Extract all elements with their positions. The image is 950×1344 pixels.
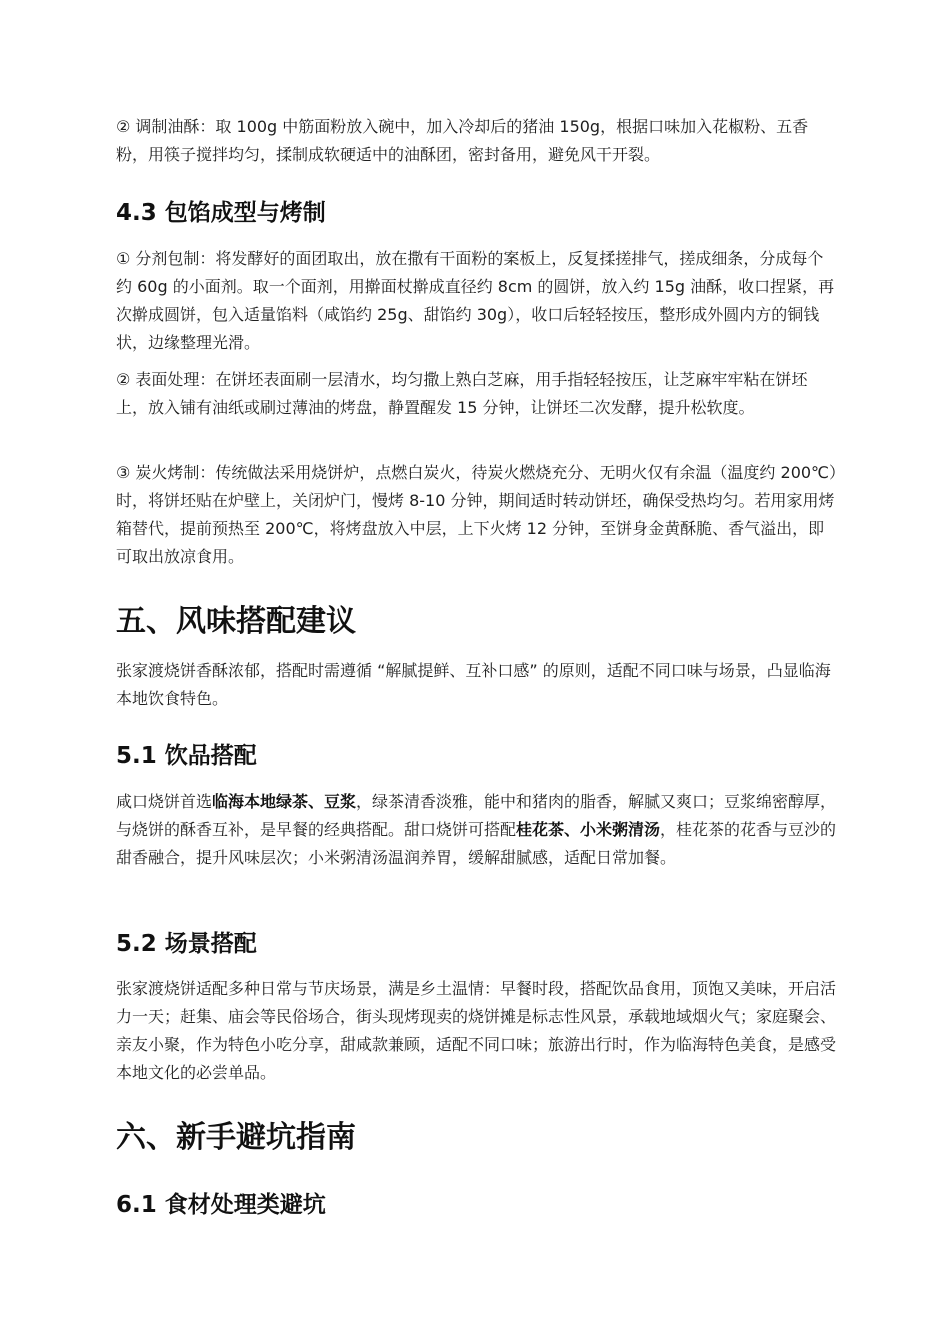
drink-text-3: ，桂花茶的花香与豆沙的甜香融合，提升风味层次；小米粥清汤温润养胃，缓解甜腻感，适配日常加餐。 [116,820,837,867]
paragraph-charcoal-baking: ③ 炭火烤制：传统做法采用烧饼炉，点燃白炭火，待炭火燃烧充分、无明火仅有余温（温度约 200℃）时，将饼坯贴在炉壁上，关闭炉门，慢烤 8-10 分钟，期间适时转动饼坯，确保受热均匀。若用家用烤箱替代，提前预热至 200℃，将烤盘放入中层，上下火烤 12 分钟，至饼身金黄酥脆、香气溢出，即可取出放凉食用。 [116,463,838,566]
paragraph-scene-pairing: 张家渡烧饼适配多种日常与节庆场景，满是乡土温情：早餐时段，搭配饮品食用，顶饱又美味，开启活力一天；赶集、庙会等民俗场合，街头现烤现卖的烧饼摊是标志性风景，承载地域烟火气；家庭聚会、亲友小聚，作为特色小吃分享，甜咸款兼顾，适配不同口味；旅游出行时，作为临海特色美食，是感受本地文化的必尝单品。 [116,979,837,1082]
section-heading-5-1: 5.1 饮品搭配 [116,743,257,769]
drink-highlight-sweet: 桂花茶、小米粥清汤 [516,820,661,839]
chapter-heading-6: 六、新手避坑指南 [116,1120,356,1155]
section-heading-5-2: 5.2 场景搭配 [116,931,257,957]
paragraph-flavor-intro: 张家渡烧饼香酥浓郁，搭配时需遵循 “解腻提鲜、互补口感” 的原则，适配不同口味与场景，凸显临海本地饮食特色。 [116,661,831,708]
drink-text-1: 咸口烧饼首选 [116,792,213,811]
paragraph-oil-pastry: ② 调制油酥：取 100g 中筋面粉放入碗中，加入冷却后的猪油 150g，根据口味加入花椒粉、五香粉，用筷子搅拌均匀，揉制成软硬适中的油酥团，密封备用，避免风干开裂。 [116,117,809,164]
section-heading-4-3: 4.3 包馅成型与烤制 [116,200,326,226]
section-heading-6-1: 6.1 食材处理类避坑 [116,1192,326,1218]
drink-text-2: ，绿茶清香淡雅，能中和猪肉的脂香，解腻又爽口；豆浆绵密醇厚，与烧饼的酥香互补，是早餐的经典搭配。甜口烧饼可搭配 [116,792,837,839]
paragraph-surface-treatment: ② 表面处理：在饼坯表面刷一层清水，均匀撒上熟白芝麻，用手指轻轻按压，让芝麻牢牢粘在饼坯上，放入铺有油纸或刷过薄油的烤盘，静置醒发 15 分钟，让饼坯二次发酵，提升松软度。 [116,370,808,417]
paragraph-drink-pairing [116,788,838,872]
paragraph-divide-wrap: ① 分剂包制：将发酵好的面团取出，放在撒有干面粉的案板上，反复揉搓排气，搓成细条，分成每个约 60g 的小面剂。取一个面剂，用擀面杖擀成直径约 8cm 的圆饼，放入约 15g 油酥，收口捏紧，再次擀成圆饼，包入适量馅料（咸馅约 25g、甜馅约 30g），收口后轻轻按压，整形成外圆内方的铜钱状，边缘整理光滑。 [116,249,835,352]
chapter-heading-5: 五、风味搭配建议 [116,604,356,639]
drink-highlight-savory: 临海本地绿茶、豆浆 [212,792,357,811]
